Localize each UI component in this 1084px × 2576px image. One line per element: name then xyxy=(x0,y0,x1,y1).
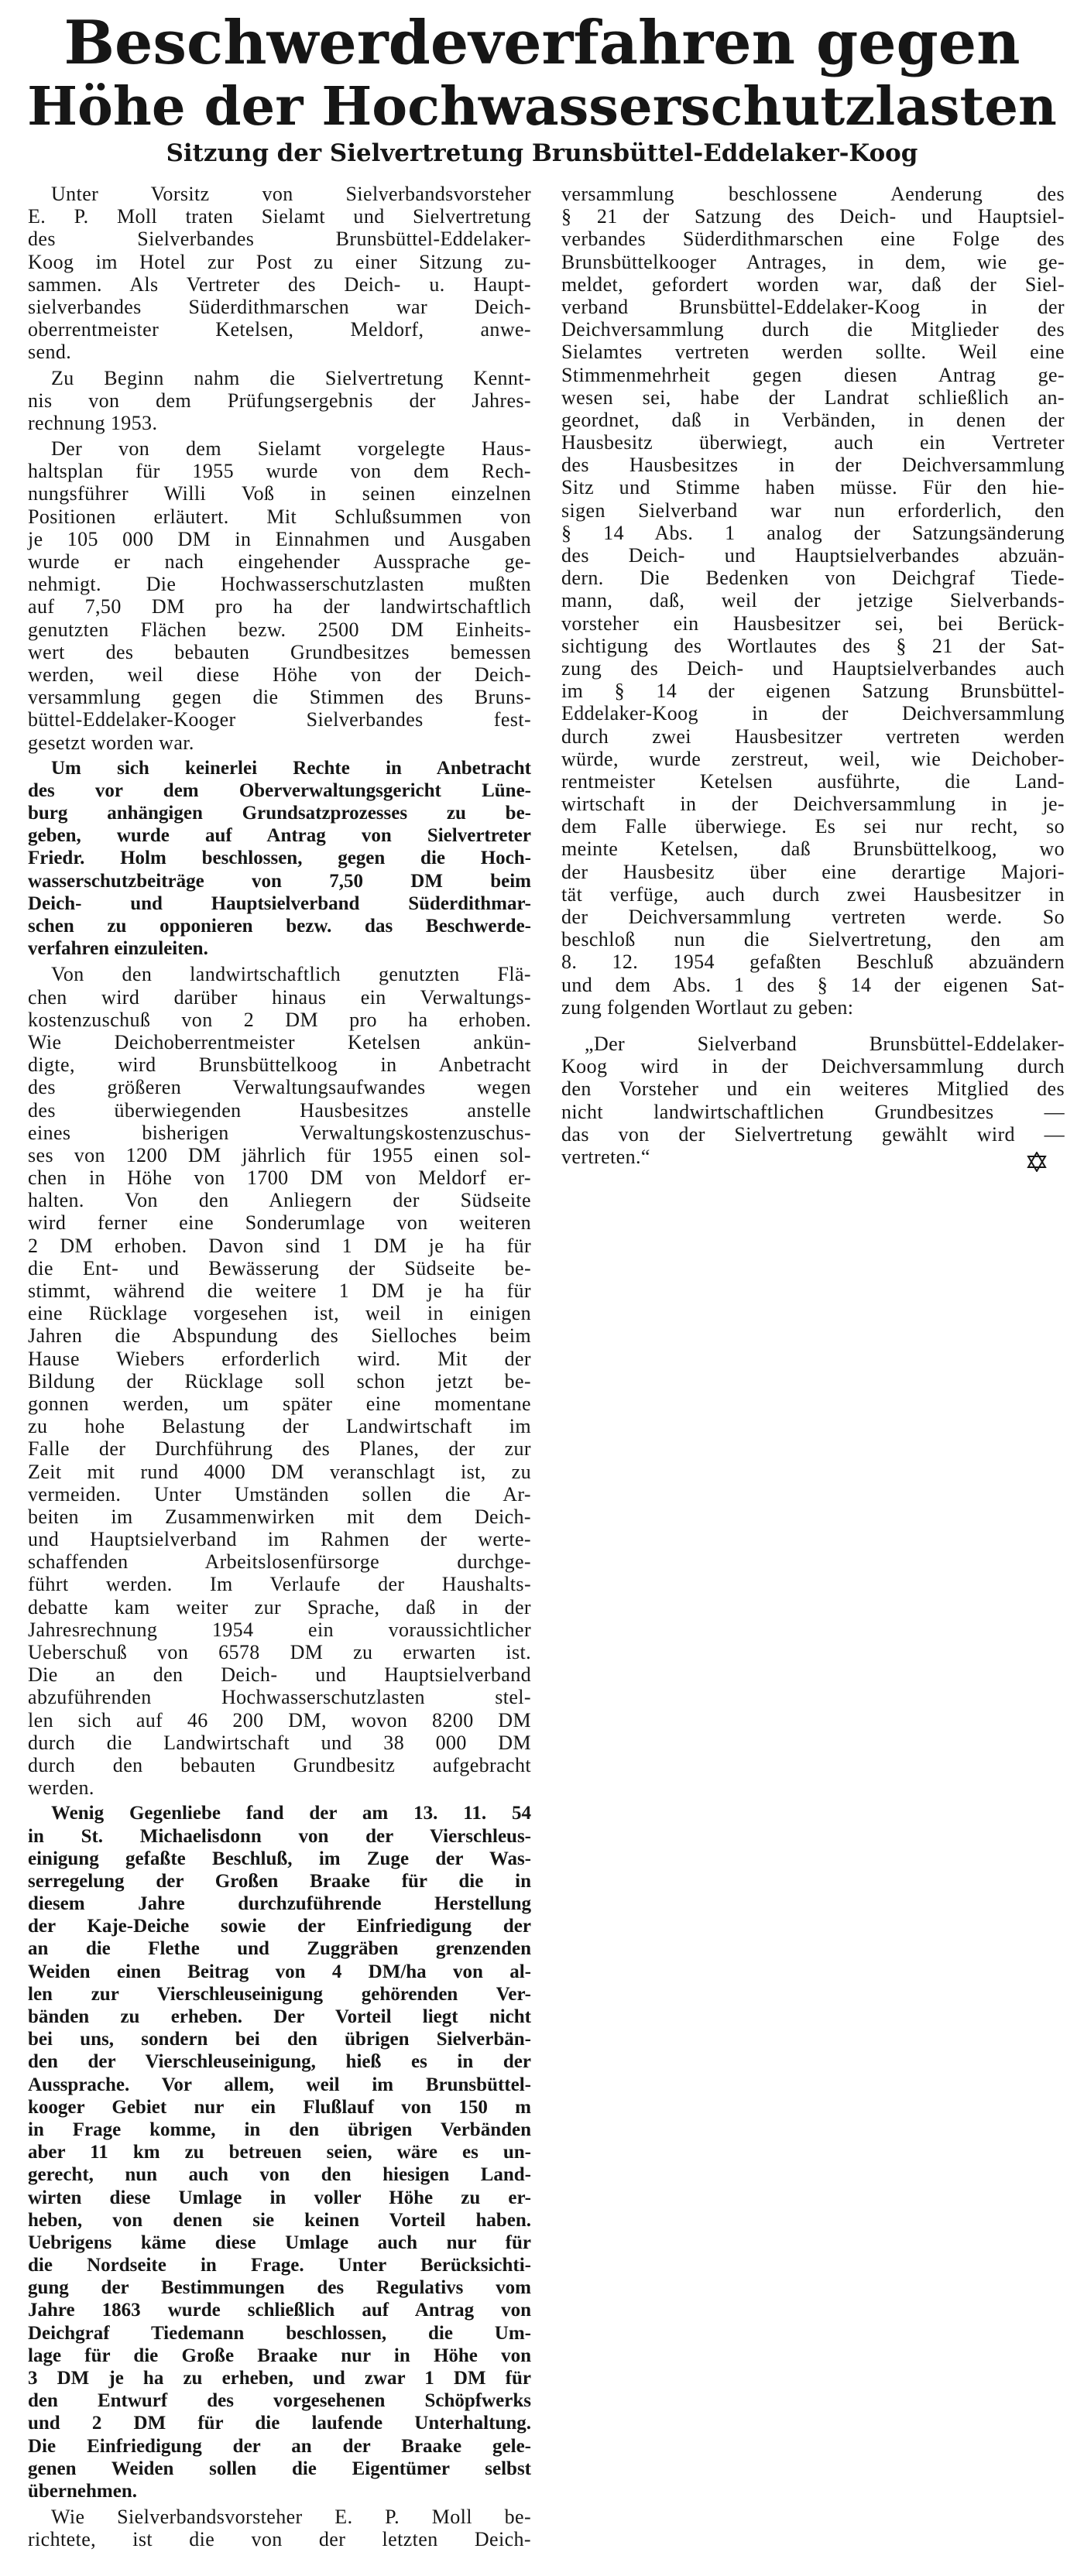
text-line: burg anhängigen Grundsatzprozesses zu be- xyxy=(28,803,531,824)
text-line: die Ent- und Bewässerung der Südseite be- xyxy=(28,1256,531,1279)
text-line: dem Falle überwiege. Es sei nur recht, so xyxy=(561,815,1065,838)
text-line: Koog wird in der Deichversammlung durch xyxy=(561,1055,1065,1078)
text-line: 8. 12. 1954 gefaßten Beschluß abzuändern xyxy=(561,951,1065,974)
article-paragraph xyxy=(28,437,531,754)
text-line: sichtigung des Wortlautes des § 21 der Sat- xyxy=(561,634,1065,657)
text-line: in St. Michaelisdonn von der Vierschleus- xyxy=(28,1825,531,1847)
text-line: wirtschaft in der Deichversammlung in je- xyxy=(561,793,1065,816)
text-line: der Kaje-Deiche sowie der Einfriedigung der xyxy=(28,1916,531,1937)
text-line: geordnet, daß in Verbänden, in denen der xyxy=(561,408,1065,431)
text-line: kostenzuschuß von 2 DM pro ha erhoben. xyxy=(28,1008,531,1031)
text-line: richtete, ist die von der letzten Deich- xyxy=(28,2528,531,2551)
text-line: Der von dem Sielamt vorgelegte Haus- xyxy=(51,437,531,461)
text-line: heben, von denen sie keinen Vorteil haben. xyxy=(28,2209,531,2231)
text-line: abzuführenden Hochwasserschutzlasten stel- xyxy=(28,1686,531,1709)
text-line: versammlung gegen die Stimmen des Bruns- xyxy=(28,686,531,709)
text-line: beschloß nun die Sielvertretung, den am xyxy=(561,928,1065,951)
text-line: verband Brunsbüttel-Eddelaker-Koog in der xyxy=(561,295,1065,318)
text-line: mann, daß, weil der jetzige Sielverbands- xyxy=(561,589,1065,612)
article-paragraph xyxy=(28,1802,531,2502)
text-line: nicht landwirtschaftlichen Grundbesitzes — xyxy=(561,1100,1065,1123)
text-line: den der Vierschleuseinigung, hieß es in der xyxy=(28,2051,531,2073)
text-line: rentmeister Ketelsen ausführte, die Land- xyxy=(561,769,1065,793)
text-line: Wenig Gegenliebe fand der am 13. 11. 54 xyxy=(51,1803,531,1824)
text-line: des Hausbesitzes in der Deichversammlung xyxy=(561,454,1065,477)
text-line: serregelung der Großen Braake für die in xyxy=(28,1870,531,1892)
text-line: im § 14 der eigenen Satzung Brunsbüttel- xyxy=(561,680,1065,703)
text-line: und 2 DM für die laufende Unterhaltung. xyxy=(28,2413,531,2434)
text-line: des Deich- und Hauptsielverbandes abzuän- xyxy=(561,544,1065,567)
text-line: schen zu opponieren bezw. das Beschwerde- xyxy=(28,916,531,937)
text-line: würde, wurde zerstreut, weil, wie Deichober- xyxy=(561,747,1065,770)
text-line: des Sielverbandes Brunsbüttel-Eddelaker- xyxy=(28,228,531,251)
text-line: je 105 000 DM in Einnahmen und Ausgaben xyxy=(28,527,531,550)
text-line: „Der Sielverband Brunsbüttel-Eddelaker- xyxy=(585,1032,1065,1055)
text-line: Wie Deichoberrentmeister Ketelsen ankün- xyxy=(28,1030,531,1053)
text-line: und dem Abs. 1 des § 14 der eigenen Sat- xyxy=(561,973,1065,996)
text-line: gesetzt worden war. xyxy=(28,731,194,754)
text-line: nis von dem Prüfungsergebnis der Jahres- xyxy=(28,389,531,412)
text-line: gerecht, nun auch von den hiesigen Land- xyxy=(28,2164,531,2186)
text-line: büttel-Eddelaker-Kooger Sielverbandes fest- xyxy=(28,708,531,731)
text-line: einigung gefaßte Beschluß, im Zuge der Was- xyxy=(28,1848,531,1869)
headline-line-2: Höhe der Hochwasserschutzlasten xyxy=(27,75,1057,138)
text-line: durch den bebauten Grundbesitz aufgebracht xyxy=(28,1753,531,1776)
text-line: der Deichversammlung vertreten werde. So xyxy=(561,906,1065,928)
text-line: digte, wird Brunsbüttelkoog in Anbetracht xyxy=(28,1053,531,1077)
text-line: auf 7,50 DM pro ha der landwirtschaftlich xyxy=(28,595,531,618)
text-line: len sich auf 46 200 DM, wovon 8200 DM xyxy=(28,1708,531,1732)
text-line: Falle der Durchführung des Planes, der zur xyxy=(28,1437,531,1461)
text-line: verfahren einzuleiten. xyxy=(28,938,208,960)
text-line: nehmigt. Die Hochwasserschutzlasten mußten xyxy=(28,573,531,596)
text-line: Um sich keinerlei Rechte in Anbetracht xyxy=(51,757,531,779)
text-line: Weiden einen Beitrag von 4 DM/ha von al- xyxy=(28,1961,531,1982)
text-line: tät verfüge, auch durch zwei Hausbesitzer in xyxy=(561,882,1065,906)
text-line: Sielamtes vertreten werden sollte. Weil eine xyxy=(561,341,1065,364)
text-line: kooger Gebiet nur ein Flußlauf von 150 m xyxy=(28,2096,531,2118)
text-line: meinte Ketelsen, daß Brunsbüttelkoog, wo xyxy=(561,838,1065,861)
text-line: vorsteher ein Hausbesitzer sei, bei Berück- xyxy=(561,611,1065,635)
text-line: Wie Sielverbandsvorsteher E. P. Moll be- xyxy=(51,2506,531,2529)
text-line: des größeren Verwaltungsaufwandes wegen xyxy=(28,1076,531,1099)
text-line: aber 11 km zu betreuen seien, wäre es un- xyxy=(28,2142,531,2163)
text-line: Deichgraf Tiedemann beschlossen, die Um- xyxy=(28,2322,531,2344)
text-line: werden, weil diese Höhe von der Deich- xyxy=(28,663,531,686)
text-line: den Vorsteher und ein weiteres Mitglied des xyxy=(561,1077,1065,1101)
article-paragraph xyxy=(28,963,531,1799)
subheadline xyxy=(0,138,1084,169)
text-line: chen in Höhe von 1700 DM von Meldorf er- xyxy=(28,1166,531,1190)
headline-second-line xyxy=(0,74,1084,139)
text-line: schaffenden Arbeitslosenfürsorge durchge- xyxy=(28,1550,531,1574)
text-line: debatte kam weiter zur Sprache, daß in der xyxy=(28,1595,531,1619)
text-line: wirten diese Umlage in voller Höhe zu er- xyxy=(28,2187,531,2208)
text-line: Deich- und Hauptsielverband Süderdithmar- xyxy=(28,892,531,914)
text-line: wurde er nach eingehender Aussprache ge- xyxy=(28,550,531,573)
text-line: des überwiegenden Hausbesitzes anstelle xyxy=(28,1098,531,1122)
text-line: sigen Sielverband war nun erforderlich, den xyxy=(561,498,1065,522)
text-line: oberrentmeister Ketelsen, Meldorf, anwe- xyxy=(28,318,531,341)
text-line: Unter Vorsitz von Sielverbandsvorsteher xyxy=(51,183,531,205)
text-line: meldet, gefordert worden war, daß der Siel- xyxy=(561,272,1065,296)
text-line: dern. Die Bedenken von Deichgraf Tiede- xyxy=(561,567,1065,590)
text-line: die Nordseite in Frage. Unter Berücksichti- xyxy=(28,2255,531,2276)
quoted-statute-paragraph xyxy=(561,1033,1065,1168)
text-line: das von der Sielvertretung gewählt wird — xyxy=(561,1122,1065,1146)
text-line: verbandes Süderdithmarschen eine Folge des xyxy=(561,228,1065,251)
text-line: Die an den Deich- und Hauptsielverband xyxy=(28,1663,531,1687)
text-line: Zu Beginn nahm die Sielvertretung Kennt- xyxy=(51,366,531,389)
text-line: den Entwurf des vorgesehenen Schöpfwerks xyxy=(28,2390,531,2412)
text-line: ses von 1200 DM jährlich für 1955 einen sol- xyxy=(28,1143,531,1166)
subtitle: Sitzung der Sielvertretung Brunsbüttel-Eddelaker-Koog xyxy=(166,139,918,167)
text-line: Hause Wiebers erforderlich wird. Mit der xyxy=(28,1347,531,1370)
article-paragraph xyxy=(561,183,1065,1019)
text-line: lage für die Große Braake nur in Höhe von xyxy=(28,2345,531,2366)
text-line: an die Flethe und Zuggräben grenzenden xyxy=(28,1938,531,1960)
article-column-left xyxy=(28,183,531,2554)
text-line: Bildung der Rücklage soll schon jetzt be- xyxy=(28,1369,531,1392)
text-line: Von den landwirtschaftlich genutzten Flä- xyxy=(51,963,531,986)
text-line: wesen sei, habe der Landrat schließlich an- xyxy=(561,385,1065,409)
text-line: Positionen erläutert. Mit Schlußsummen von xyxy=(28,505,531,528)
text-line: Koog im Hotel zur Post zu einer Sitzung zu- xyxy=(28,250,531,273)
text-line: zung folgenden Wortlaut zu geben: xyxy=(561,995,854,1019)
text-line: nungsführer Willi Voß in seinen einzelnen xyxy=(28,482,531,505)
text-line: führt werden. Im Verlaufe der Haushalts- xyxy=(28,1573,531,1596)
text-line: gonnen werden, um später eine momentane xyxy=(28,1392,531,1415)
text-line: Die Einfriedigung der an der Braake gele- xyxy=(28,2435,531,2457)
text-line: haltsplan für 1955 wurde von dem Rech- xyxy=(28,460,531,483)
text-line: sammen. Als Vertreter des Deich- u. Haupt- xyxy=(28,272,531,296)
text-line: Jahresrechnung 1954 ein voraussichtlicher xyxy=(28,1618,531,1641)
article-paragraph xyxy=(28,757,531,961)
text-line: und Hauptsielverband im Rahmen der werte- xyxy=(28,1528,531,1551)
text-line: 3 DM je ha zu erheben, und zwar 1 DM für xyxy=(28,2368,531,2389)
text-line: Zeit mit rund 4000 DM veranschlagt ist, zu xyxy=(28,1460,531,1483)
text-line: Jahren die Abspundung des Sielloches beim xyxy=(28,1324,531,1348)
text-line: werden. xyxy=(28,1776,94,1800)
text-line: halten. Von den Anliegern der Südseite xyxy=(28,1189,531,1212)
text-line: eines bisherigen Verwaltungskostenzuschus- xyxy=(28,1121,531,1144)
text-line: Hausbesitz überwiegt, auch ein Vertreter xyxy=(561,431,1065,454)
end-mark-star-icon xyxy=(1027,1152,1047,1172)
text-line: vertreten.“ xyxy=(561,1145,650,1168)
text-line: E. P. Moll traten Sielamt und Sielvertretung xyxy=(28,205,531,228)
text-line: durch die Landwirtschaft und 38 000 DM xyxy=(28,1731,531,1754)
text-line: genutzten Flächen bezw. 2500 DM Einheits- xyxy=(28,618,531,641)
text-line: Brunsbüttelkooger Antrages, in dem, wie ge- xyxy=(561,250,1065,273)
headline-line-1: Beschwerdeverfahren gegen xyxy=(63,8,1021,78)
text-line: len zur Vierschleuseinigung gehörenden Ver- xyxy=(28,1983,531,2005)
article-paragraph xyxy=(28,183,531,364)
text-line: § 21 der Satzung des Deich- und Hauptsiel- xyxy=(561,205,1065,228)
text-line: bänden zu erheben. Der Vorteil liegt nicht xyxy=(28,2006,531,2027)
text-line: 2 DM erhoben. Davon sind 1 DM je ha für xyxy=(28,1234,531,1257)
text-line: Stimmenmehrheit gegen diesen Antrag ge- xyxy=(561,363,1065,386)
text-line: geben, wurde auf Antrag von Sielvertreter xyxy=(28,825,531,847)
text-line: Eddelaker-Koog in der Deichversammlung xyxy=(561,702,1065,725)
text-line: durch zwei Hausbesitzer vertreten werden xyxy=(561,724,1065,748)
text-line: Deichversammlung durch die Mitglieder des xyxy=(561,318,1065,341)
text-line: send. xyxy=(28,341,72,364)
text-line: der Hausbesitz über eine derartige Majori- xyxy=(561,860,1065,883)
article-column-right xyxy=(561,183,1065,1171)
text-line: stimmt, während die weitere 1 DM je ha für xyxy=(28,1279,531,1302)
text-line: vermeiden. Unter Umständen sollen die Ar- xyxy=(28,1482,531,1506)
text-line: bei uns, sondern bei den übrigen Sielverbän- xyxy=(28,2029,531,2050)
text-line: rechnung 1953. xyxy=(28,411,158,434)
text-line: Sitz und Stimme haben müsse. Für den hie- xyxy=(561,476,1065,499)
text-line: versammlung beschlossene Aenderung des xyxy=(561,183,1065,205)
text-line: zu hohe Belastung der Landwirtschaft im xyxy=(28,1415,531,1438)
text-line: in Frage komme, in den übrigen Verbänden xyxy=(28,2119,531,2140)
text-line: genen Weiden sollen die Eigentümer selbst xyxy=(28,2458,531,2479)
article-paragraph xyxy=(28,367,531,435)
text-line: § 14 Abs. 1 analog der Satzungsänderung xyxy=(561,521,1065,544)
text-line: beiten im Zusammenwirken mit dem Deich- xyxy=(28,1505,531,1528)
text-line: chen wird darüber hinaus ein Verwaltungs- xyxy=(28,985,531,1009)
text-line: Jahre 1863 wurde schließlich auf Antrag von xyxy=(28,2300,531,2321)
text-line: sielverbandes Süderdithmarschen war Deich- xyxy=(28,295,531,318)
text-line: eine Rücklage vorgesehen ist, weil in einigen xyxy=(28,1302,531,1325)
text-line: Uebrigens käme diese Umlage auch nur für xyxy=(28,2232,531,2253)
text-line: wert des bebauten Grundbesitzes bemessen xyxy=(28,640,531,663)
text-line: Aussprache. Vor allem, weil im Brunsbüttel- xyxy=(28,2074,531,2095)
text-line: des vor dem Oberverwaltungsgericht Lüne- xyxy=(28,779,531,801)
text-line: übernehmen. xyxy=(28,2480,137,2502)
headline xyxy=(0,8,1084,78)
text-line: wasserschutzbeiträge von 7,50 DM beim xyxy=(28,870,531,892)
article-paragraph xyxy=(28,2506,531,2550)
text-line: zung des Deich- und Hauptsielverbandes auch xyxy=(561,656,1065,680)
text-line: diesem Jahre durchzuführende Herstellung xyxy=(28,1893,531,1915)
text-line: gung der Bestimmungen des Regulativs vom xyxy=(28,2277,531,2299)
text-line: Ueberschuß von 6578 DM zu erwarten ist. xyxy=(28,1641,531,1663)
text-line: wird ferner eine Sonderumlage von weiteren xyxy=(28,1211,531,1235)
text-line: Friedr. Holm beschlossen, gegen die Hoch- xyxy=(28,848,531,869)
